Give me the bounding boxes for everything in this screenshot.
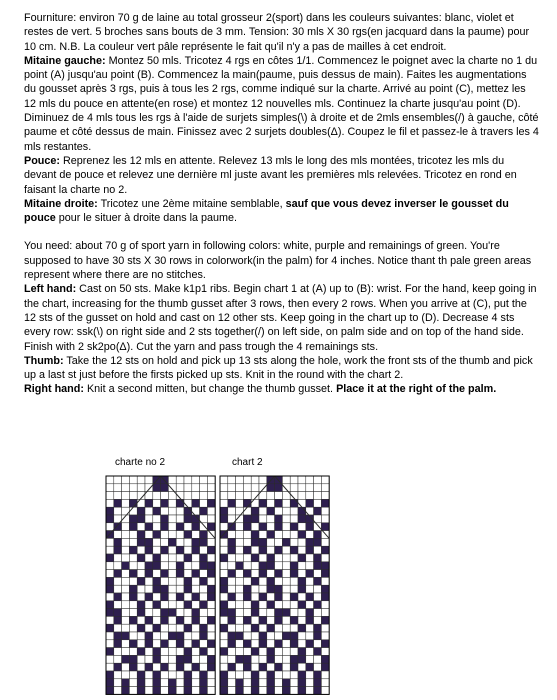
thumb-en-text: Take the 12 sts on hold and pick up 13 sts along the hole, work the front sts of the thumb and pick up a last st just before the firsts picked up sts. Knit in the round with the chart 2. [24,354,533,382]
right-mitten-fr-heading: Mitaine droite: [24,197,98,210]
right-hand-en-heading: Right hand: [24,383,84,396]
left-mitten-fr-heading: Mitaine gauche: [24,54,106,67]
right-mitten-fr-bold: sauf que vous devez inverser le gousset du pouce [24,197,509,225]
left-hand-en [24,282,539,353]
pattern-document [24,11,539,397]
materials-en [24,239,539,282]
chart-label-fr: charte no 2 [115,457,166,468]
left-mitten-fr-text: Montez 50 mls. Tricotez 4 rgs en côtes 1/1. Commencez le poignet avec la charte no 1 du point (A) jusqu'au point (B). Commencez la main(paume, puis dessus de main). Faites les augmentations du gousset après 3 rgs, puis à tous les 2 rgs, comme indiqué sur la charte. Arrivé au point (C), mettez les 12 mls du pouce en attente(en rose) et montez 12 nouvelles mls. Continuez la charte jusqu'au point (D). Diminuez de 4 mls tous les rgs à l'aide de surjets simples(\) à droite et de 2mls ensembles(/) à gauche, côté paume et côté dessus de main. Finissez avec 2 surjets doubles(Δ). Coupez le fil et passez-le à travers les 4 mls restantes. [24,54,539,153]
materials-fr-text: Fourniture: environ 70 g de laine au total grosseur 2(sport) dans les couleurs suivantes: blanc, violet et restes de vert. 5 broches sans bouts de 3 mm. Tension: 30 mls X 30 rgs(en jacquard dans la paume) pour 10 cm. N.B. La couleur vert pâle représente le fait qu'il n'y a pas de mailles à cet endroit. [24,12,530,53]
thumb-charts [102,456,452,696]
thumb-fr-text: Reprenez les 12 mls en attente. Relevez 13 mls le long des mls montées, tricotez les mls du devant de pouce et relevez une dernière ml juste avant les premières mls relevées. Tricotez en rond en faisant la charte no 2. [24,154,517,196]
thumb-en [24,354,539,383]
left-mitten-fr [24,54,539,154]
thumb-chart-grids [102,456,452,696]
thumb-fr-heading: Pouce: [24,154,60,167]
chart-label-en: chart 2 [232,457,263,468]
right-mitten-fr-text: Tricotez une 2ème mitaine semblable, [97,197,286,210]
chart-grid-1 [106,476,215,694]
thumb-fr [24,154,539,197]
materials-en-text: You need: about 70 g of sport yarn in following colors: white, purple and remainings of green. You're supposed to have 30 sts X 30 rows in colorwork(in the palm) for 4 inches. Notice thant th pale green areas represent where there are no stitches. [24,240,532,282]
left-hand-en-text: Cast on 50 sts. Make k1p1 ribs. Begin chart 1 at (A) up to (B): wrist. For the hand, keep going in the chart, increasing for the thumb gusset after 3 rows, then every 2 rows. When you arrive at (C), put the 12 sts of the gusset on hold and cast on 12 other sts. Keep going in the chart up to (D). Decrease 4 sts every row: ssk(\) on right side and 2 sts together(/) on left side, on palm side and on top of the hand side. Finish with 2 sk2po(Δ). Cut the yarn and pass trough the 4 remainings sts. [24,283,537,353]
left-hand-en-heading: Left hand: [24,283,77,296]
right-hand-en-text: Knit a second mitten, but change the thumb gusset. [83,383,337,396]
right-mitten-fr-tail: pour le situer à droite dans la paume. [55,212,238,225]
thumb-en-heading: Thumb: [24,354,64,367]
chart-grid-2 [220,476,329,694]
right-mitten-fr [24,197,539,226]
right-hand-en-bold: Place it at the right of the palm. [336,383,497,396]
right-hand-en [24,382,539,396]
materials-fr [24,11,539,54]
